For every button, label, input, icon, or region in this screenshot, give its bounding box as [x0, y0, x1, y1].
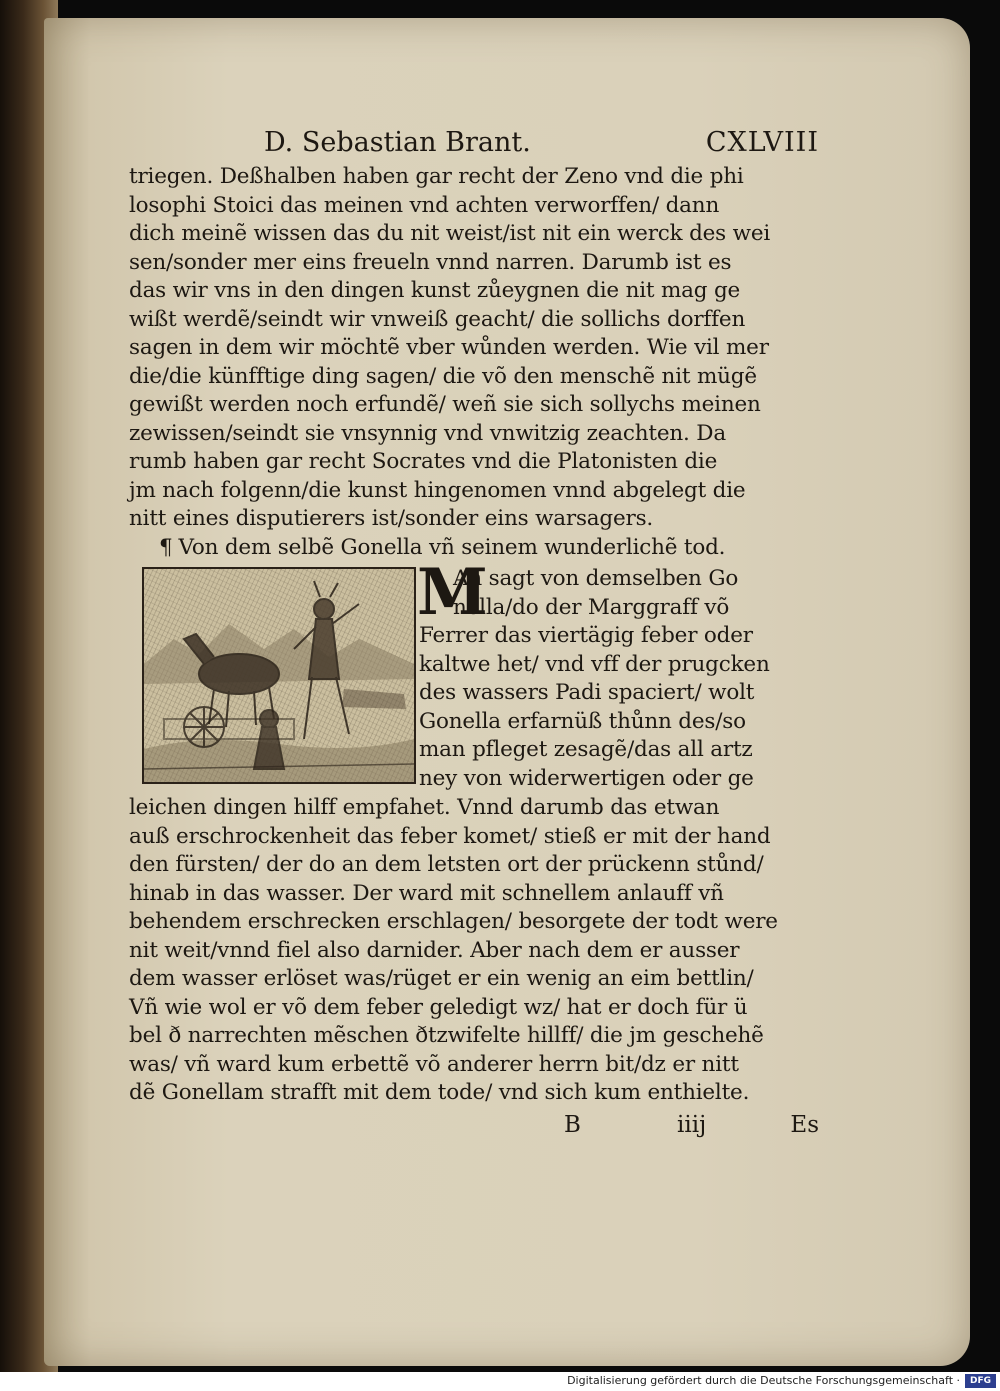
- text-line: die/die künfftige ding sagen/ die võ den menschẽ nit mügẽ: [129, 363, 757, 389]
- text-line: auß erschrockenheit das feber komet/ stieß er mit der hand: [129, 823, 771, 849]
- text-line: zewissen/seindt sie vnsynnig vnd vnwitzig zeachten. Da: [129, 420, 726, 446]
- text-block-wrapped: [417, 555, 809, 793]
- signature-mark: B: [564, 1111, 581, 1138]
- text-line: losophi Stoici das meinen vnd achten verworffen/ dann: [129, 192, 720, 218]
- folio-number: CXLVIII: [705, 127, 819, 158]
- book-page: [44, 18, 970, 1366]
- text-line: den fürsten/ der do an dem letsten ort der prückenn stůnd/: [129, 852, 764, 877]
- text-line: triegen. Deßhalben haben gar recht der Zeno vnd die phi: [129, 164, 744, 189]
- text-line: Gonella erfarnüß thůnn des/so: [419, 708, 746, 734]
- text-line: wißt werdẽ/seindt wir vnweiß geacht/ die sollichs dorffen: [129, 306, 746, 332]
- section-heading-text: Von dem selbẽ Gonella vñ seinem wunderlichẽ tod.: [178, 534, 726, 560]
- text-line: Vñ wie wol er võ dem feber geledigt wz/ hat er doch für ü: [129, 994, 748, 1020]
- woodcut-text-zone: [129, 555, 804, 794]
- signature-number: iiij: [677, 1111, 707, 1138]
- text-line: dẽ Gonellam strafft mit dem tode/ vnd sich kum enthielte.: [129, 1080, 750, 1105]
- woodcut-drawing: [144, 569, 414, 782]
- text-line: hinab in das wasser. Der ward mit schnellem anlauff vñ: [129, 880, 724, 906]
- text-line: leichen dingen hilff empfahet. Vnnd darumb das etwan: [129, 795, 720, 820]
- text-line: behendem erschrecken erschlagen/ besorgete der todt were: [129, 909, 778, 934]
- text-line: sagen in dem wir möchtẽ vber wůnden werden. Wie vil mer: [129, 335, 769, 360]
- text-line: sen/sonder mer eins freueln vnnd narren. Darumb ist es: [129, 249, 732, 275]
- text-block-top: [129, 163, 804, 534]
- initial-capital: M: [417, 555, 488, 630]
- text-line: An sagt von demselben Go: [453, 566, 739, 591]
- text-line: des wassers Padi spaciert/ wolt: [419, 680, 755, 705]
- catchline: [129, 1108, 819, 1142]
- catchword: Es: [790, 1111, 819, 1138]
- text-line: das wir vns in den dingen kunst zůeygnen die nit mag ge: [129, 278, 741, 303]
- text-line: dich meinẽ wissen das du nit weist/ist nit ein werck des wei: [129, 221, 771, 246]
- text-line: nitt eines disputierers ist/sonder eins warsagers.: [129, 506, 654, 531]
- text-line: was/ vñ ward kum erbettẽ võ anderer herrn bit/dz er nitt: [129, 1051, 739, 1077]
- text-line: Ferrer das viertägig feber oder: [419, 623, 753, 648]
- text-line: gewißt werden noch erfundẽ/ weñ sie sich sollychs meinen: [129, 392, 761, 417]
- dfg-logo: DFG: [965, 1374, 996, 1388]
- text-line: jm nach folgenn/die kunst hingenomen vnnd abgelegt die: [129, 477, 746, 503]
- text-line: bel ð narrechten mẽschen ðtzwifelte hillff/ die jm geschehẽ: [129, 1023, 764, 1048]
- text-line: nit weit/vnnd fiel also darnider. Aber nach dem er ausser: [129, 937, 740, 963]
- text-line: ney von widerwertigen oder ge: [419, 765, 754, 791]
- text-line: kaltwe het/ vnd vff der prugcken: [419, 651, 770, 677]
- funding-credit: Digitalisierung gefördert durch die Deutsche Forschungsgemeinschaft ·: [567, 1374, 960, 1387]
- text-block-bottom: [129, 794, 804, 1108]
- woodcut-illustration: [142, 567, 416, 784]
- paragraph-mark: ¶: [159, 534, 173, 560]
- running-header: [129, 123, 819, 163]
- digitization-footer: [0, 1372, 1000, 1391]
- running-title: D. Sebastian Brant.: [264, 127, 531, 158]
- text-line: dem wasser erlöset was/rüget er ein wenig an eim bettlin/: [129, 966, 754, 991]
- page-content: [129, 123, 819, 1142]
- text-line: rumb haben gar recht Socrates vnd die Platonisten die: [129, 449, 718, 474]
- text-line: nella/do der Marggraff võ: [453, 594, 730, 620]
- text-line: man pfleget zesagẽ/das all artz: [419, 737, 753, 762]
